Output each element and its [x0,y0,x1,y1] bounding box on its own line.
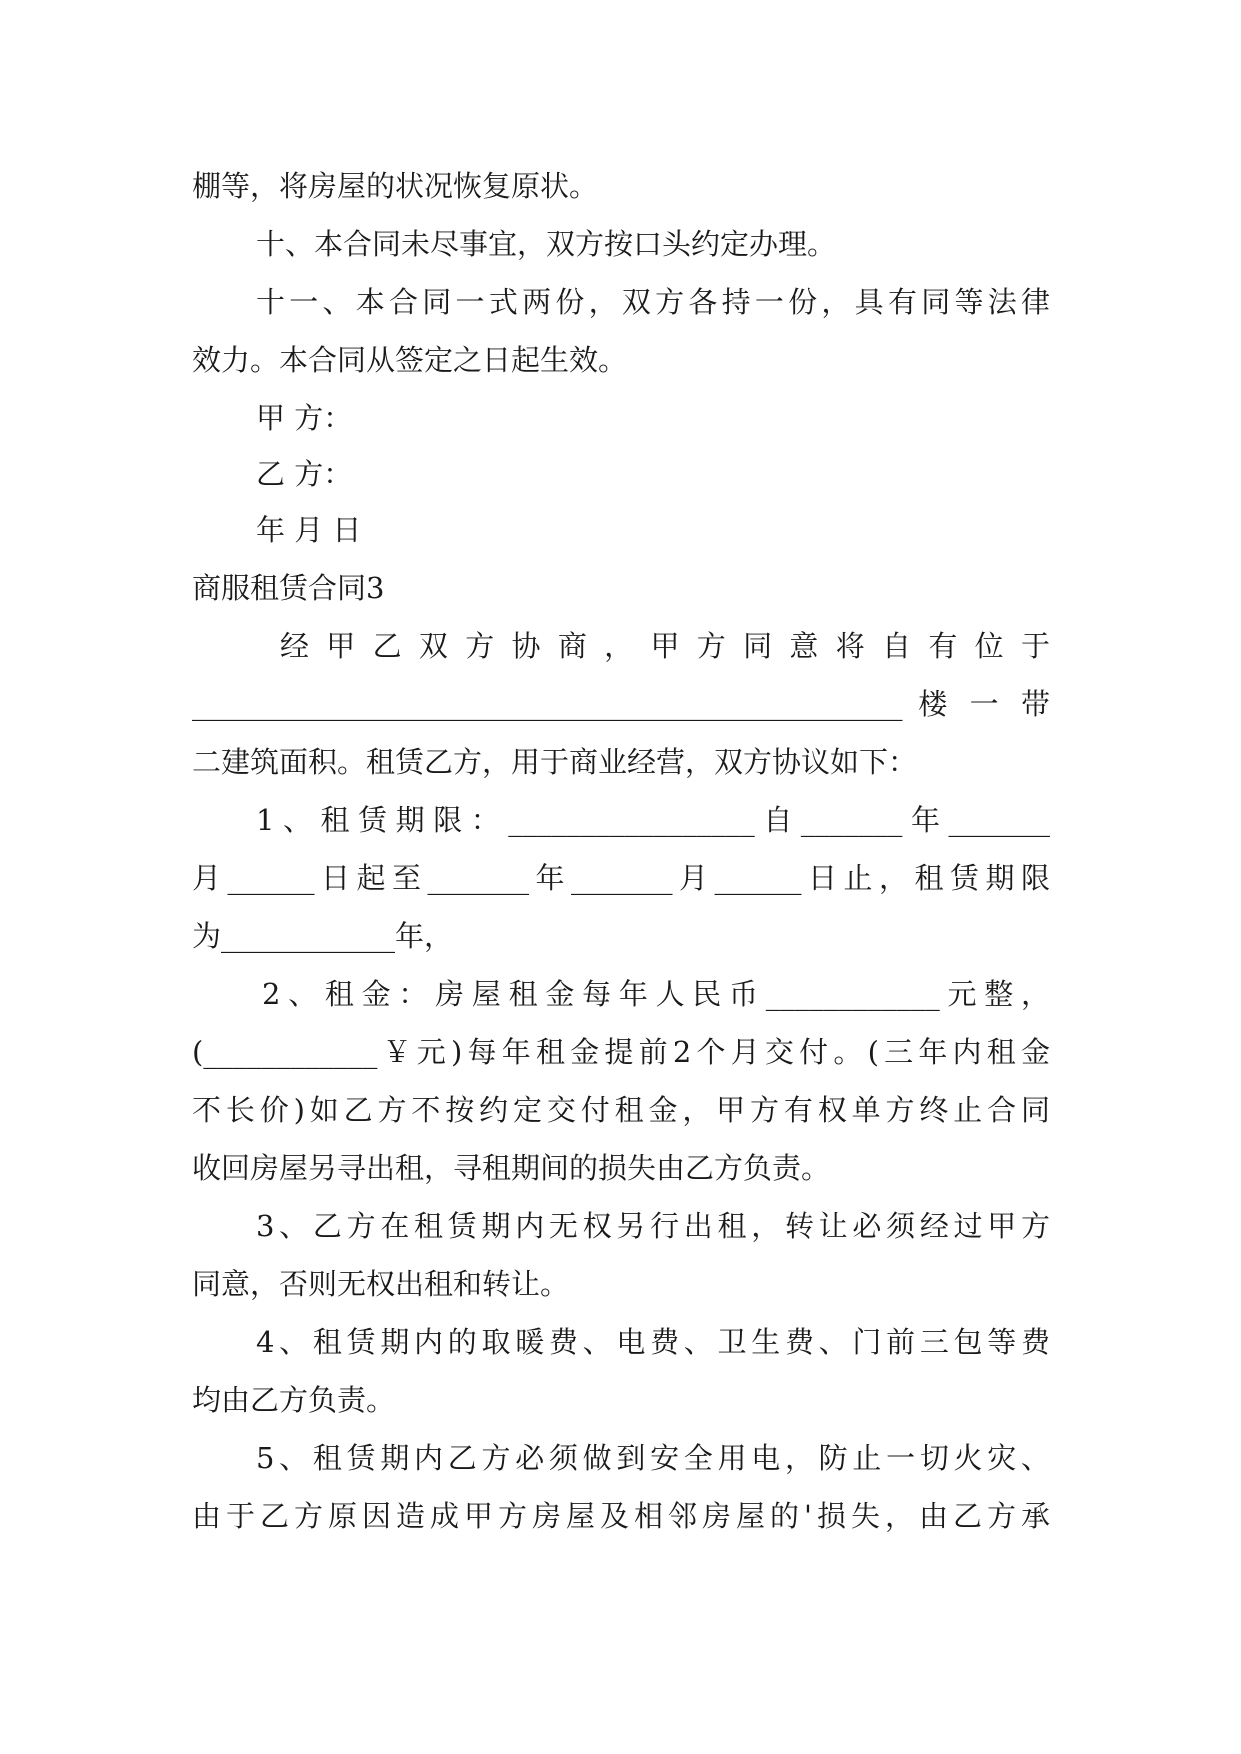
text-line-13: 月______日起至_______年_______月______日止，租赁期限 [192,861,1050,895]
text-line-15: 2、租金：房屋租金每年人民币____________元整， [262,977,1050,1011]
text-line-4: 效力。本合同从签定之日起生效。 [192,343,628,377]
text-line-12: 1、租赁期限：_________________自_______年_______ [256,803,1050,837]
text-line-1: 棚等，将房屋的状况恢复原状。 [192,169,599,203]
text-line-22: 均由乙方负责。 [192,1383,396,1417]
text-line-20: 同意，否则无权出租和转让。 [192,1267,570,1301]
text-line-17: 不长价)如乙方不按约定交付租金，甲方有权单方终止合同 [192,1093,1050,1127]
section-title: 商服租赁合同3 [192,571,385,605]
text-line-9: 经 甲 乙 双 方 协 商 ， 甲 方 同 意 将 自 有 位 于 [280,629,1050,663]
signature-date: 年 月 日 [256,513,362,547]
text-line-19: 3、乙方在租赁期内无权另行出租，转让必须经过甲方 [256,1209,1050,1243]
text-line-3: 十一、本合同一式两份，双方各持一份，具有同等法律 [256,285,1050,319]
text-line-23: 5、租赁期内乙方必须做到安全用电，防止一切火灾、 [256,1441,1050,1475]
text-line-14: 为____________年， [192,919,454,953]
text-line-24: 由于乙方原因造成甲方房屋及相邻房屋的'损失，由乙方承 [192,1499,1050,1533]
signature-party-b: 乙 方： [256,457,353,491]
text-line-2: 十、本合同未尽事宜，双方按口头约定办理。 [256,227,837,261]
text-line-18: 收回房屋另寻出租，寻租期间的损失由乙方负责。 [192,1151,831,1185]
text-line-21: 4、租赁期内的取暖费、电费、卫生费、门前三包等费 [256,1325,1050,1359]
text-line-16: (____________￥元)每年租金提前2个月交付。(三年内租金 [192,1035,1050,1069]
text-line-10: _________________________________________________ 楼 一 带 [192,687,1050,721]
text-line-11: 二建筑面积。租赁乙方，用于商业经营，双方协议如下： [192,745,918,779]
signature-party-a: 甲 方： [256,401,353,435]
